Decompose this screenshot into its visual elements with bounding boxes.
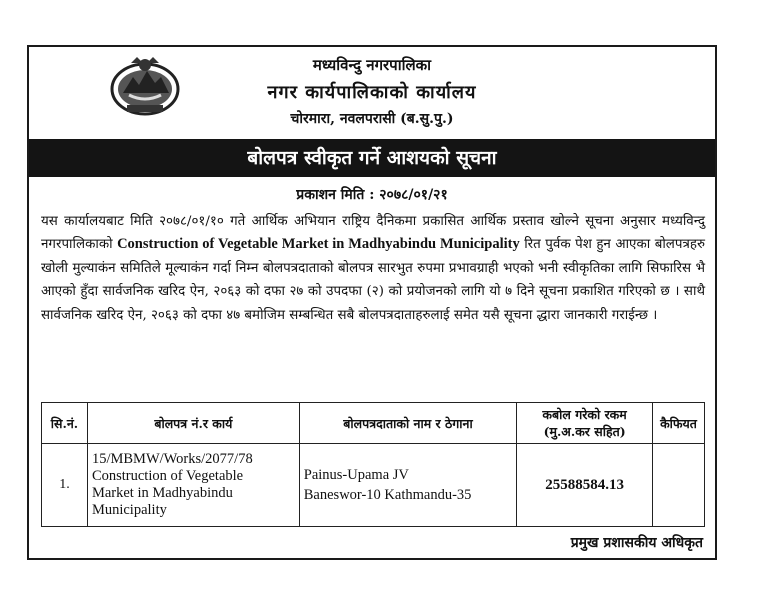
publication-date: प्रकाशन मिति : २०७८/०१/२१ bbox=[296, 187, 448, 203]
table-header-row bbox=[42, 403, 705, 444]
bid-table bbox=[41, 402, 705, 527]
body-text-part1: यस कार्यालयबाट मिति २०७८/०१/१० गते आर्थिक अभियान राष्ट्रिय दैनिकमा प्रकासित आर्थिक प्रस्ताव खोल्ने सूचना अनुसार मध्यविन्दु नगरपालिकाको bbox=[41, 214, 705, 253]
notice-body bbox=[41, 210, 705, 327]
work-line: 15/MBMW/Works/2077/78 bbox=[91, 451, 253, 467]
cell-remarks bbox=[653, 444, 705, 527]
municipality-name: मध्यविन्दु नगरपालिका bbox=[312, 56, 432, 74]
header-amount-line2: (मु.अ.कर सहित) bbox=[543, 424, 626, 439]
work-line: Construction of Vegetable bbox=[91, 468, 244, 484]
office-name: नगर कार्यपालिकाको कार्यालय bbox=[267, 82, 477, 103]
cell-work bbox=[87, 444, 299, 527]
body-text-part2: रित पुर्वक पेश हुन आएका बोलपत्रहरु खोली मुल्याकंन समितिले मूल्याकंन गर्दा निम्न बोलपत्रदाताको बोलपत्र सारभुत रुपमा प्रभावग्राही भएको भनी स्वीकृतिका लागि सिफारिस भै आएको हुँदा सार्वजनिक खरिद ऐन, २०६३ को दफा २७ को उपदफा (२) को प्रयोजनको लागि यो ७ दिने सूचना प्रकाशित गरिएको छ । साथै सार्वजनिक खरिद ऐन, २०६३ को दफा ४७ बमोजिम सम्बन्धित सबै बोलपत्रदाताहरुलाई समेत यसै सूचना द्धारा जानकारी गराईन्छ । bbox=[41, 237, 706, 323]
table-row bbox=[42, 444, 705, 527]
header-amount-line1: कबोल गरेको रकम bbox=[542, 407, 627, 422]
project-name: Construction of Vegetable Market in Madhyabindu Municipality bbox=[117, 236, 520, 253]
work-line: Market in Madhyabindu bbox=[91, 485, 233, 501]
notice-title: बोलपत्र स्वीकृत गर्ने आशयको सूचना bbox=[29, 139, 715, 177]
header-work: बोलपत्र नं.र कार्य bbox=[87, 403, 299, 444]
header-sn: सि.नं. bbox=[42, 403, 88, 444]
bidder-name: Painus-Upama JV bbox=[303, 467, 409, 483]
signature-title: प्रमुख प्रशासकीय अधिकृत bbox=[570, 535, 703, 551]
cell-bidder bbox=[299, 444, 516, 527]
header-remarks: कैफियत bbox=[653, 403, 705, 444]
work-line: Municipality bbox=[91, 502, 167, 518]
bidder-address: Baneswor-10 Kathmandu-35 bbox=[303, 487, 472, 503]
cell-sn: 1. bbox=[42, 444, 88, 527]
office-address: चोरमारा, नवलपरासी (ब.सु.पु.) bbox=[290, 111, 454, 127]
notice-frame bbox=[27, 45, 717, 560]
cell-amount: 25588584.13 bbox=[517, 444, 653, 527]
header-bidder: बोलपत्रदाताको नाम र ठेगाना bbox=[299, 403, 516, 444]
header-amount bbox=[517, 403, 653, 444]
